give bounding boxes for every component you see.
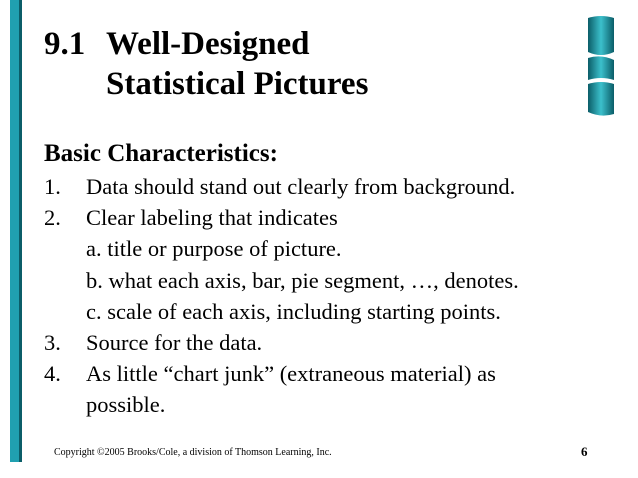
slide-content [44,137,519,421]
title-line-1: Well-Designed [106,26,310,62]
list-item-number: 2. [44,205,61,231]
sub-item: a. title or purpose of picture. [86,236,342,262]
list-item-text: Data should stand out clearly from background. [86,174,516,199]
section-heading: Basic Characteristics: [44,140,278,167]
title-line-2: Statistical Pictures [106,66,369,102]
list-item [44,202,519,233]
left-accent-bar-shadow [19,0,22,462]
ribbon-decoration-icon [584,14,618,118]
list-item-text: Clear labeling that indicates [86,205,338,231]
sub-item: c. scale of each axis, including starting points. [86,298,501,324]
list-item-number: 3. [44,330,61,356]
list-item-continuation: possible. [86,392,166,418]
list-item-number: 1. [44,174,61,199]
list-item [44,358,519,389]
title-number: 9.1 [44,26,86,62]
sub-item: b. what each axis, bar, pie segment, …, denotes. [86,267,519,293]
list-item [44,171,519,202]
list-item-text: Source for the data. [86,330,263,356]
slide-title [44,24,368,104]
left-accent-bar [10,0,19,462]
list-item [44,327,519,358]
page-number: 6 [581,444,588,459]
copyright-footer: Copyright ©2005 Brooks/Cole, a division of Thomson Learning, Inc. [54,447,332,458]
list-item-text: As little “chart junk” (extraneous material) as [86,361,496,387]
list-item-number: 4. [44,361,61,387]
